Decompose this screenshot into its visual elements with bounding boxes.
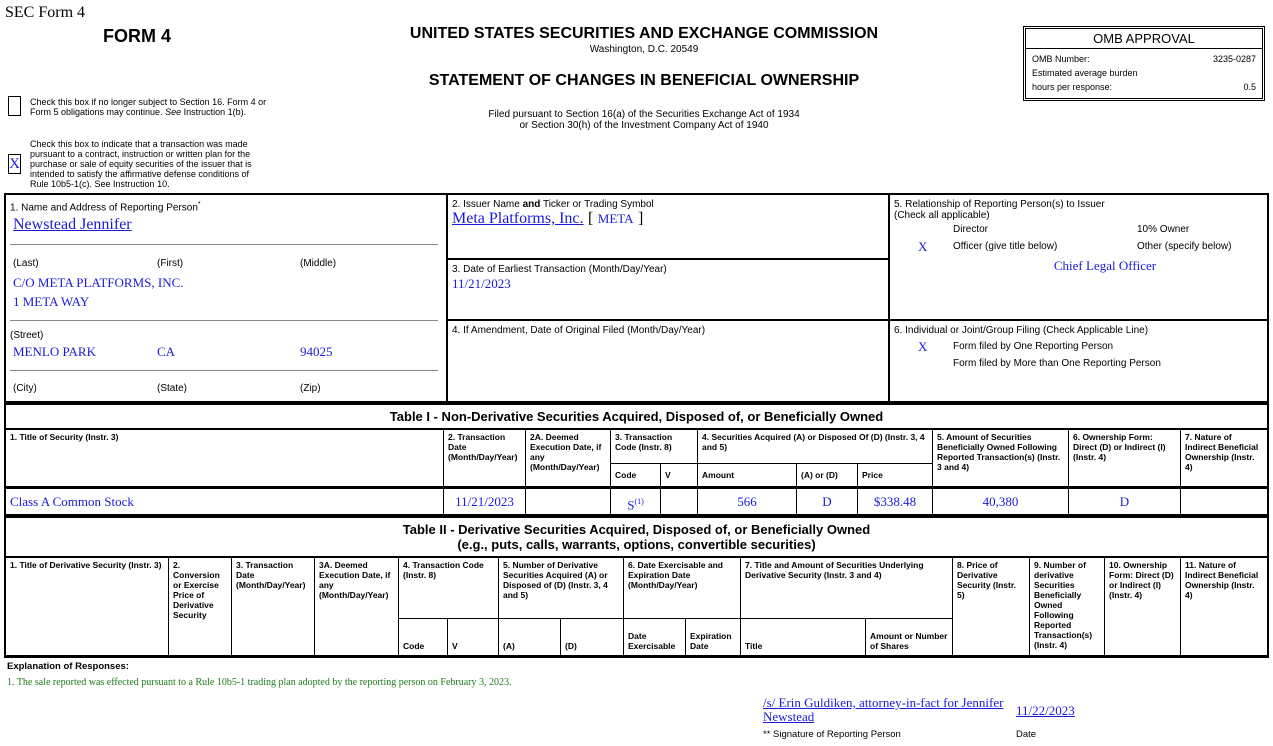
one-person-label: Form filed by One Reporting Person [953, 341, 1114, 352]
t1-col2a-header: 2A. Deemed Execution Date, if any (Month/Day/Year) [526, 430, 611, 487]
footnote-1: 1. The sale reported was effected pursuant to a Rule 10b5-1 trading plan adopted by the reporting person on February 3, 2023. [7, 677, 512, 688]
box4-label: 4. If Amendment, Date of Original Filed (Month/Day/Year) [452, 325, 706, 336]
t1-deemed-date [526, 489, 611, 514]
omb-hours-label: hours per response: [1032, 82, 1113, 92]
address-line1: C/O META PLATFORMS, INC. [13, 275, 184, 290]
t1-col5-header: 5. Amount of Securities Beneficially Owned Following Reported Transaction(s) (Instr. 3 and 4) [933, 430, 1069, 487]
agency-city: Washington, D.C. 20549 [589, 44, 699, 55]
form-title: FORM 4 [103, 26, 172, 46]
t1-col4-header: 4. Securities Acquired (A) or Disposed Of (D) (Instr. 3, 4 and 5) [698, 430, 933, 464]
last-label: (Last) [13, 258, 39, 269]
first-label: (First) [157, 258, 184, 269]
t2-amount-subheader: Amount or Number of Shares [866, 619, 953, 656]
box2-label-post: Ticker or Trading Symbol [540, 199, 654, 210]
t2-v-subheader: V [448, 619, 499, 656]
t1-aord-value: D [797, 489, 858, 514]
director-label: Director [953, 224, 989, 235]
t2-col9-header: 9. Number of derivative Securities Beneficially Owned Following Reported Transaction(s) (Instr. 4) [1030, 558, 1105, 656]
agency-name: UNITED STATES SECURITIES AND EXCHANGE COMMISSION [409, 25, 879, 42]
t1-code-value: S [627, 497, 635, 513]
section16-text-line2: Form 5 obligations may continue. [30, 107, 163, 117]
state-value: CA [157, 344, 176, 359]
omb-number-label: OMB Number: [1032, 54, 1090, 64]
other-label: Other (specify below) [1137, 241, 1232, 252]
section16-text [30, 97, 275, 117]
omb-burden-label: Estimated average burden [1032, 68, 1138, 78]
t1-ownership-form: D [1069, 489, 1181, 514]
t2-col3a-header: 3A. Deemed Execution Date, if any (Month/Day/Year) [315, 558, 399, 656]
t2-col8-header: 8. Price of Derivative Security (Instr. 5) [953, 558, 1030, 656]
t1-col7-header: 7. Nature of Indirect Beneficial Ownership (Instr. 4) [1181, 430, 1267, 487]
rule10b5-checkbox[interactable]: X [9, 156, 20, 172]
date-label: Date [1016, 729, 1037, 740]
officer-title: Chief Legal Officer [1053, 258, 1157, 273]
t1-transaction-date: 11/21/2023 [444, 489, 526, 514]
t2-col2-header: 2. Conversion or Exercise Price of Derivative Security [169, 558, 232, 656]
state-label: (State) [157, 383, 188, 394]
signature-link[interactable]: /s/ Erin Guldiken, attorney-in-fact for Jennifer Newstead [763, 695, 1004, 724]
ticker-bracket-open: [ [587, 210, 594, 227]
t1-col2-header: 2. Transaction Date (Month/Day/Year) [444, 430, 526, 487]
t1-owned-value: 40,380 [933, 489, 1069, 514]
earliest-transaction-date: 11/21/2023 [452, 276, 511, 291]
box2-label-pre: 2. Issuer Name [452, 199, 523, 210]
box2-label-and: and [522, 199, 541, 210]
t2-code-subheader: Code [399, 619, 448, 656]
box3-label: 3. Date of Earliest Transaction (Month/Day/Year) [452, 264, 667, 275]
filed-line-2: or Section 30(h) of the Investment Company Act of 1940 [519, 120, 769, 131]
reporting-person-name-link[interactable]: Newstead Jennifer [13, 216, 132, 233]
table2-title-line2: (e.g., puts, calls, warrants, options, convertible securities) [457, 537, 816, 552]
box6-label: 6. Individual or Joint/Group Filing (Check Applicable Line) [894, 325, 1149, 336]
t1-col1-header: 1. Title of Security (Instr. 3) [6, 430, 444, 487]
t1-aord-subheader: (A) or (D) [797, 464, 858, 487]
t1-col6-header: 6. Ownership Form: Direct (D) or Indirect (I) (Instr. 4) [1069, 430, 1181, 487]
filed-pursuant [380, 109, 908, 131]
t2-col11-header: 11. Nature of Indirect Beneficial Ownership (Instr. 4) [1181, 558, 1267, 656]
officer-label: Officer (give title below) [953, 241, 1058, 252]
section16-checkbox[interactable] [8, 96, 21, 116]
officer-checkmark: X [918, 239, 928, 254]
sec-form-label: SEC Form 4 [5, 4, 86, 21]
city-value: MENLO PARK [13, 344, 96, 359]
t2-col6-header: 6. Date Exercisable and Expiration Date (Month/Day/Year) [624, 558, 741, 619]
t1-code-subheader: Code [611, 464, 661, 487]
t2-expiration-subheader: Expiration Date [686, 619, 741, 656]
table2-title-line1: Table II - Derivative Securities Acquired, Disposed of, or Beneficially Owned [402, 522, 871, 537]
box5-label [894, 199, 1105, 221]
table1-title: Table I - Non-Derivative Securities Acquired, Disposed of, or Beneficially Owned [389, 409, 884, 424]
t1-amount-subheader: Amount [698, 464, 797, 487]
section16-see: See [165, 107, 182, 117]
omb-approval-box [1023, 26, 1265, 101]
t2-exercisable-subheader: Date Exercisable [624, 619, 686, 656]
t1-security-title: Class A Common Stock [6, 489, 444, 514]
address-line2: 1 META WAY [13, 294, 90, 309]
middle-label: (Middle) [300, 258, 337, 269]
t2-col4-header: 4. Transaction Code (Instr. 8) [399, 558, 499, 619]
zip-value: 94025 [300, 344, 333, 359]
more-persons-label: Form filed by More than One Reporting Person [953, 358, 1161, 369]
t2-col10-header: 10. Ownership Form: Direct (D) or Indirect (I) (Instr. 4) [1105, 558, 1181, 656]
statement-title: STATEMENT OF CHANGES IN BENEFICIAL OWNERSHIP [428, 72, 860, 89]
t2-col1-header: 1. Title of Derivative Security (Instr. 3) [6, 558, 169, 656]
t1-col3-header: 3. Transaction Code (Instr. 8) [611, 430, 698, 464]
issuer-name-link[interactable]: Meta Platforms, Inc. [452, 210, 584, 227]
explanation-title: Explanation of Responses: [7, 661, 129, 672]
box1-label [10, 201, 201, 213]
t2-d-subheader: (D) [561, 619, 624, 656]
t1-amount-value: 566 [698, 489, 797, 514]
t1-code-footnote[interactable]: (1) [634, 497, 644, 506]
box2-label [452, 199, 654, 210]
zip-label: (Zip) [300, 383, 321, 394]
t2-col7-header: 7. Title and Amount of Securities Underlying Derivative Security (Instr. 3 and 4) [741, 558, 953, 619]
section16-text-line1: Check this box if no longer subject to Section 16. Form 4 or [30, 97, 267, 107]
signature-label: ** Signature of Reporting Person [763, 729, 901, 740]
ticker-bracket-close: ] [638, 210, 644, 227]
t1-price-subheader: Price [858, 464, 933, 487]
omb-title: OMB APPROVAL [1026, 29, 1262, 49]
ticker-symbol: META [597, 211, 634, 226]
filed-line-1: Filed pursuant to Section 16(a) of the Securities Exchange Act of 1934 [488, 109, 800, 120]
issuer-line [452, 210, 643, 228]
omb-number-value: 3235-0287 [1212, 54, 1256, 64]
t2-col3-header: 3. Transaction Date (Month/Day/Year) [232, 558, 315, 656]
section16-instruction: Instruction 1(b). [183, 107, 247, 117]
one-person-checkmark: X [918, 339, 928, 354]
signature-date-link[interactable]: 11/22/2023 [1016, 703, 1075, 718]
t2-title-subheader: Title [741, 619, 866, 656]
ten-percent-owner-label: 10% Owner [1137, 224, 1190, 235]
omb-hours-value: 0.5 [1243, 82, 1256, 92]
t1-nature-value [1181, 489, 1267, 514]
t1-v-subheader: V [661, 464, 698, 487]
t2-a-subheader: (A) [499, 619, 561, 656]
t2-col5-header: 5. Number of Derivative Securities Acquired (A) or Disposed of (D) (Instr. 3, 4 and 5) [499, 558, 624, 619]
rule10b5-text: Check this box to indicate that a transaction was made pursuant to a contract, instruction or written plan for the purchase or sale of equity securities of the issuer that is intended to satisfy the affirmative defense conditions of Rule 10b5-1(c). See Instruction 10. [30, 139, 252, 189]
box5-label-line1: 5. Relationship of Reporting Person(s) to Issuer [894, 199, 1105, 210]
street-label: (Street) [10, 330, 44, 341]
box5-label-line2: (Check all applicable) [894, 210, 990, 221]
t1-price-value: $338.48 [858, 489, 933, 514]
table2-title [6, 522, 1267, 552]
box1-asterisk: * [197, 201, 201, 208]
city-label: (City) [13, 383, 37, 394]
box1-label-text: 1. Name and Address of Reporting Person [10, 202, 198, 214]
t1-code-cell [611, 489, 661, 514]
t1-v-value [661, 489, 698, 514]
